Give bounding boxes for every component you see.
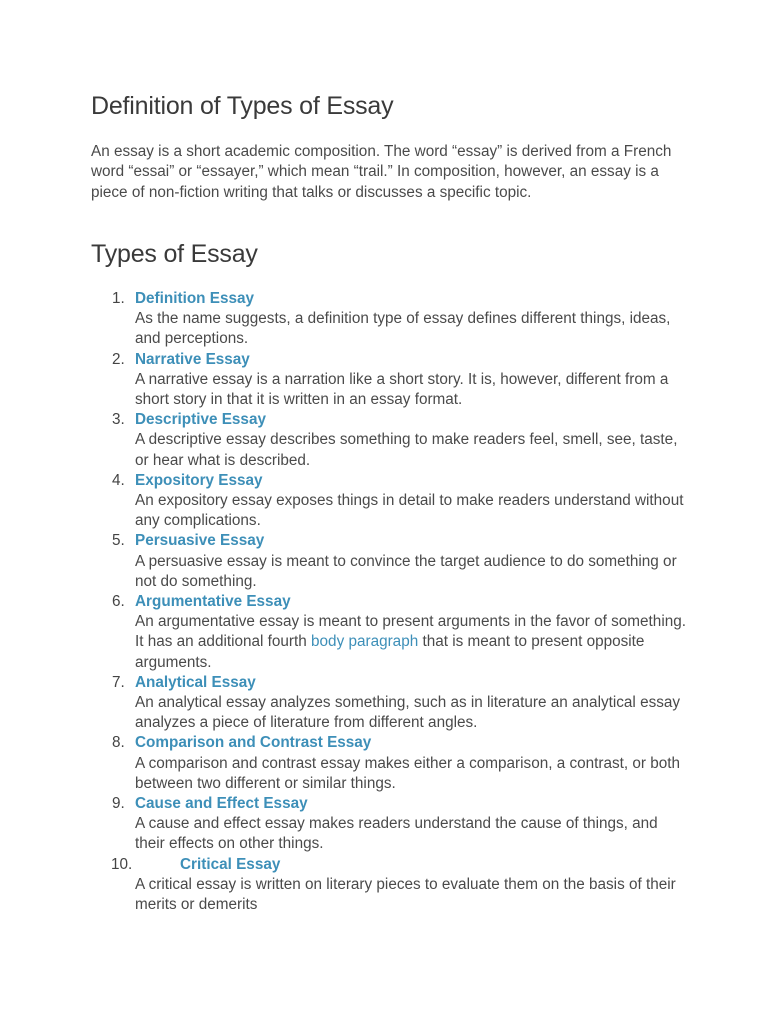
item-number: 7. xyxy=(112,673,125,691)
list-item xyxy=(91,794,691,855)
item-description: A comparison and contrast essay makes either a comparison, a contrast, or both between two different or similar things. xyxy=(135,754,681,792)
section-heading: Types of Essay xyxy=(91,240,258,268)
description-text: An argumentative essay is meant to present arguments in the favor of something. It has an additional fourth xyxy=(135,613,686,651)
page-title: Definition of Types of Essay xyxy=(91,92,394,120)
item-number: 3. xyxy=(112,411,125,429)
item-number: 9. xyxy=(112,795,125,813)
item-heading: Descriptive Essay xyxy=(135,411,266,429)
item-heading: Expository Essay xyxy=(135,471,263,489)
list-item xyxy=(91,350,691,411)
item-heading: Cause and Effect Essay xyxy=(135,795,308,813)
list-item xyxy=(91,733,691,794)
item-number: 5. xyxy=(112,532,125,550)
item-description: A narrative essay is a narration like a short story. It is, however, different from a short story in that it is written in an essay format. xyxy=(135,370,669,409)
item-number: 10. xyxy=(111,855,133,873)
item-description: A cause and effect essay makes readers understand the cause of things, and their effects on other things. xyxy=(135,815,658,853)
item-number: 2. xyxy=(112,350,125,368)
list-item xyxy=(91,673,691,734)
list-item xyxy=(91,410,691,471)
description-text: that is meant to present opposite arguments. xyxy=(135,633,645,671)
item-description: A critical essay is written on literary pieces to evaluate them on the basis of their merits or demerits xyxy=(135,875,676,914)
item-heading: Argumentative Essay xyxy=(135,593,291,611)
body-paragraph-link[interactable]: body paragraph xyxy=(311,633,419,651)
item-heading: Definition Essay xyxy=(135,290,255,307)
item-number: 4. xyxy=(112,471,125,489)
list-item xyxy=(91,592,691,673)
item-heading: Analytical Essay xyxy=(135,673,256,691)
item-description: A descriptive essay describes something to make readers feel, smell, see, taste, or hear what is described. xyxy=(135,431,678,469)
item-heading: Comparison and Contrast Essay xyxy=(135,734,372,752)
item-description: A persuasive essay is meant to convince the target audience to do something or not do something. xyxy=(135,552,677,590)
item-heading: Narrative Essay xyxy=(135,350,250,368)
item-description: As the name suggests, a definition type of essay defines different things, ideas, and perceptions. xyxy=(135,310,671,348)
item-number: 1. xyxy=(112,290,125,307)
item-description xyxy=(135,612,691,673)
item-heading: Critical Essay xyxy=(180,855,281,873)
list-item xyxy=(91,531,691,592)
item-heading: Persuasive Essay xyxy=(135,532,265,550)
item-number: 6. xyxy=(112,593,125,611)
item-description: An analytical essay analyzes something, such as in literature an analytical essay analyzes a piece of literature from different angles. xyxy=(135,694,681,732)
item-description: An expository essay exposes things in detail to make readers understand without any complications. xyxy=(135,492,684,530)
intro-paragraph: An essay is a short academic composition. The word “essay” is derived from a French word “essai” or “essayer,” which mean “trail.” In composition, however, an essay is a piece of non-fiction writing that talks or discusses a specific topic. xyxy=(91,143,672,201)
item-number: 8. xyxy=(112,734,125,752)
essay-types-list xyxy=(91,289,691,915)
list-item xyxy=(91,471,691,532)
list-item xyxy=(91,289,691,350)
list-item xyxy=(91,855,691,916)
